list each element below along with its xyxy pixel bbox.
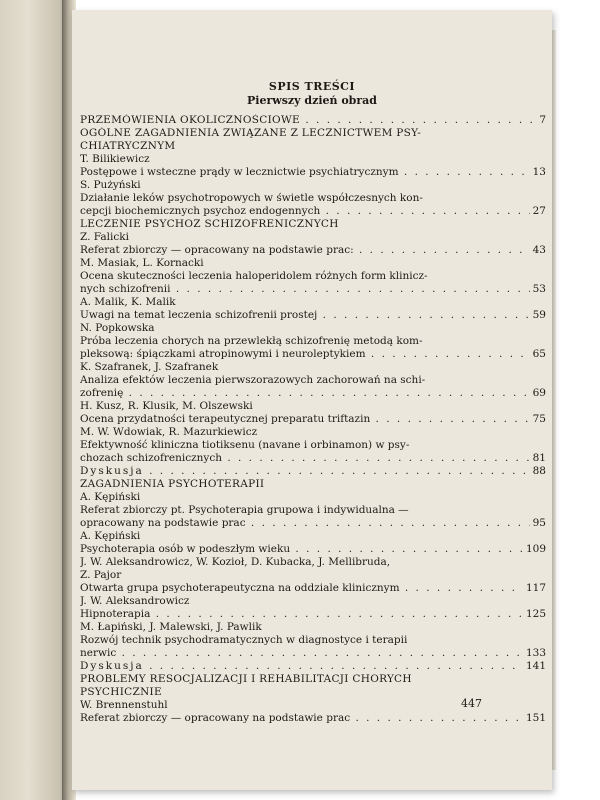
toc-entry-page: 141 <box>523 660 546 673</box>
toc-entry <box>80 335 546 348</box>
right-page <box>72 10 552 790</box>
toc-entry <box>80 400 546 413</box>
toc-entry <box>80 361 546 374</box>
toc-entry <box>80 426 546 439</box>
toc-entry-text: Ocena przydatności terapeutycznej preparatu triftazin . . . <box>80 413 546 425</box>
toc-entry-page: 75 <box>530 413 546 426</box>
toc-entry-text: M. Łapiński, J. Malewski, J. Pawlik <box>80 621 262 633</box>
toc-entry-text: W. Brennenstuhl <box>80 699 168 711</box>
toc-entry-text: CHIATRYCZNYM <box>80 140 176 152</box>
toc-entry <box>80 374 546 387</box>
toc-entry <box>80 192 546 205</box>
toc-entry-text: Hipnoterapia . . . <box>80 608 546 620</box>
page-content <box>72 80 552 725</box>
toc-entry-page: 151 <box>523 712 546 725</box>
toc-entry <box>80 608 546 621</box>
toc-entry <box>80 231 546 244</box>
toc-entry-text: Analiza efektów leczenia pierwszorazowych zachorowań na schi- <box>80 374 426 386</box>
toc-entry-text: Działanie leków psychotropowych w świetle współczesnych kon- <box>80 192 423 204</box>
toc-entry <box>80 309 546 322</box>
toc-entry <box>80 517 546 530</box>
toc-entry-text: Z. Pajor <box>80 569 122 581</box>
toc-entry-text: Efektywność kliniczna tiotiksenu (navane i orbinamon) w psy- <box>80 439 410 451</box>
toc-entry-text: T. Bilikiewicz <box>80 153 150 165</box>
toc-entry-text: Rozwój technik psychodramatycznych w diagnostyce i terapii <box>80 634 408 646</box>
toc-entry <box>80 660 546 673</box>
toc-entry-text: zofrenię . . . <box>80 387 546 399</box>
left-page-bleed-text <box>6 16 65 24</box>
toc-entry-text: PSYCHICZNIE <box>80 686 162 698</box>
toc-entry <box>80 569 546 582</box>
toc-entry-text: Otwarta grupa psychoterapeutyczna na oddziale klinicznym . . . <box>80 582 546 594</box>
toc-entry-text: Uwagi na temat leczenia schizofrenii prostej . . . <box>80 309 546 321</box>
toc-entry-text: LECZENIE PSYCHOZ SCHIZOFRENICZNYCH <box>80 218 339 230</box>
toc-entry <box>80 140 546 153</box>
toc-entry <box>80 647 546 660</box>
toc-entry-text: J. W. Aleksandrowicz <box>80 595 190 607</box>
toc-entry <box>80 556 546 569</box>
toc-entry <box>80 153 546 166</box>
toc-entry-text: ZAGADNIENIA PSYCHOTERAPII <box>80 478 265 490</box>
toc-entry-page: 13 <box>530 166 546 179</box>
toc-entry <box>80 270 546 283</box>
toc-entry-text: nerwic . . . <box>80 647 546 659</box>
toc-entry-page: 81 <box>530 452 546 465</box>
toc-entry <box>80 413 546 426</box>
toc-entry-text: cepcji biochemicznych psychoz endogennych . . . <box>80 205 546 217</box>
toc-entry-text: M. W. Wdowiak, R. Mazurkiewicz <box>80 426 258 438</box>
toc-entry-page: 7 <box>536 114 546 127</box>
toc-entry <box>80 283 546 296</box>
toc-entry <box>80 478 546 491</box>
toc-entry-text: Referat zbiorczy — opracowany na podstawie prac . . . <box>80 712 546 724</box>
toc-entry-text: H. Kusz, R. Klusik, M. Olszewski <box>80 400 253 412</box>
toc-entry-text: PRZEMÓWIENIA OKOLICZNOŚCIOWE . . . <box>80 114 546 126</box>
toc-entry <box>80 634 546 647</box>
toc-entry <box>80 322 546 335</box>
toc-entry-text: A. Malik, K. Malik <box>80 296 176 308</box>
toc-entry-page: 43 <box>530 244 546 257</box>
toc-entry-text: Próba leczenia chorych na przewlekłą schizofrenię metodą kom- <box>80 335 423 347</box>
toc-entry-text: Z. Falicki <box>80 231 129 243</box>
toc-entry-page: 109 <box>523 543 546 556</box>
toc-entry-text: A. Kępiński <box>80 491 141 503</box>
toc-entry-text: opracowany na podstawie prac . . . <box>80 517 546 529</box>
toc-entry <box>80 296 546 309</box>
toc-entry-text: Referat zbiorczy — opracowany na podstawie prac: . . . <box>80 244 546 256</box>
page-subtitle: Pierwszy dzień obrad <box>247 94 377 107</box>
toc-entry-text: Referat zbiorczy pt. Psychoterapia grupowa i indywidualna — <box>80 504 409 516</box>
toc-entry-page: 65 <box>530 348 546 361</box>
toc-entry <box>80 712 546 725</box>
toc-entry <box>80 348 546 361</box>
toc-entry-page: 27 <box>530 205 546 218</box>
toc-entry-page: 88 <box>530 465 546 478</box>
toc-entry-page: 59 <box>530 309 546 322</box>
toc-entry <box>80 491 546 504</box>
toc-entry <box>80 387 546 400</box>
toc-entry <box>80 179 546 192</box>
toc-entry-text: S. Pużyński <box>80 179 141 191</box>
toc-entry <box>80 114 546 127</box>
toc-entry <box>80 582 546 595</box>
toc-entry-text: M. Masiak, L. Kornacki <box>80 257 204 269</box>
toc-entry <box>80 218 546 231</box>
toc-entry <box>80 621 546 634</box>
toc-entry <box>80 504 546 517</box>
toc-entry <box>80 127 546 140</box>
toc-entry-page: 125 <box>523 608 546 621</box>
toc-entry <box>80 465 546 478</box>
toc-entry-page: 117 <box>523 582 546 595</box>
toc-entry-text: PROBLEMY RESOCJALIZACJI I REHABILITACJI CHORYCH <box>80 673 412 685</box>
left-page-edge <box>0 0 70 800</box>
toc-entry-text: K. Szafranek, J. Szafranek <box>80 361 219 373</box>
toc-entry <box>80 205 546 218</box>
toc-entry-text: Ocena skuteczności leczenia haloperidolem różnych form klinicz- <box>80 270 428 282</box>
toc-entry <box>80 452 546 465</box>
toc-entry-text: A. Kępiński <box>80 530 141 542</box>
toc-entry-text: Dyskusja . . . <box>80 465 546 477</box>
toc-entry <box>80 244 546 257</box>
page-number: 447 <box>461 697 482 710</box>
toc-entry <box>80 530 546 543</box>
toc-entry-page: 95 <box>530 517 546 530</box>
toc-entry-text: OGÓLNE ZAGADNIENIA ZWIĄZANE Z LECZNICTWEM PSY- <box>80 127 422 139</box>
toc-entry-page: 53 <box>530 283 546 296</box>
toc-entry-text: chozach schizofrenicznych . . . <box>80 452 546 464</box>
toc-entry <box>80 595 546 608</box>
table-of-contents <box>80 114 546 725</box>
toc-entry-text: pleksową: śpiączkami atropinowymi i neuroleptykiem . . . <box>80 348 546 360</box>
toc-entry <box>80 543 546 556</box>
toc-entry <box>80 673 546 686</box>
toc-entry-page: 69 <box>530 387 546 400</box>
toc-entry-text: N. Popkowska <box>80 322 155 334</box>
toc-entry-page: 133 <box>523 647 546 660</box>
toc-entry-text: Psychoterapia osób w podeszłym wieku . . . <box>80 543 546 555</box>
page-title: SPIS TREŚCI <box>268 80 356 93</box>
toc-entry-text: Postępowe i wsteczne prądy w lecznictwie psychiatrycznym . . . <box>80 166 546 178</box>
toc-entry-text: nych schizofrenii . . . <box>80 283 546 295</box>
toc-entry-text: J. W. Aleksandrowicz, W. Kozioł, D. Kubacka, J. Mellibruda, <box>80 556 391 568</box>
toc-entry-text: Dyskusja . . . <box>80 660 546 672</box>
toc-entry <box>80 257 546 270</box>
toc-entry <box>80 439 546 452</box>
toc-entry <box>80 166 546 179</box>
